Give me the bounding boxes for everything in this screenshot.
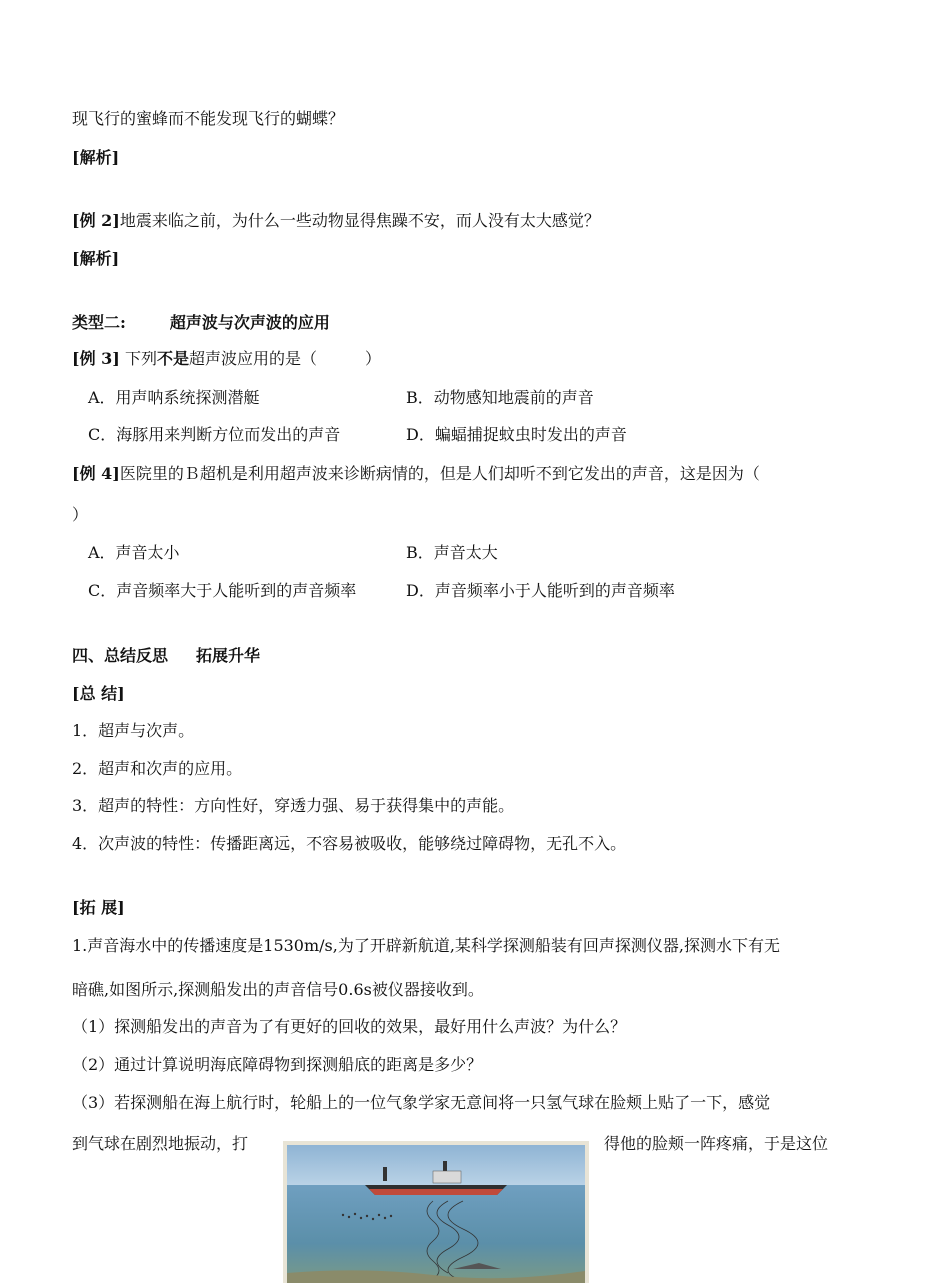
question-2: （2）通过计算说明海底障碍物到探测船底的距离是多少？ [72, 1055, 483, 1074]
option-c: C．海豚用来判断方位而发出的声音 [88, 425, 341, 444]
example-3 [72, 349, 381, 369]
option-a: A．用声呐系统探测潜艇 [88, 388, 260, 407]
section-title: 四、总结反思 [72, 646, 169, 665]
example-text: 医院里的Ｂ超机是利用超声波来诊断病情的，但是人们却听不到它发出的声音，这是因为（ [119, 464, 760, 483]
summary-item: 2．超声和次声的应用。 [72, 759, 243, 778]
example-text: 下列 [119, 349, 157, 368]
example-4 [72, 464, 760, 484]
type-label: 类型二: [72, 313, 126, 332]
extend-label: [拓 展] [72, 898, 125, 917]
example-text: 超声波应用的是（ ） [188, 349, 381, 368]
question-1: （1）探测船发出的声音为了有更好的回收的效果，最好用什么声波？为什么？ [72, 1017, 627, 1036]
summary-item: 1．超声与次声。 [72, 721, 195, 740]
summary-item: 4．次声波的特性：传播距离远，不容易被吸收，能够绕过障碍物，无孔不入。 [72, 834, 627, 853]
analysis-label: [解析] [72, 148, 120, 167]
section-subtitle: 拓展升华 [196, 646, 261, 665]
example-tag: [例 2] [72, 211, 120, 230]
type-title: 超声波与次声波的应用 [169, 313, 330, 332]
question-3-cont: 得他的脸颊一阵疼痛，于是这位 [604, 1134, 829, 1153]
emphasis-text: 不是 [156, 349, 189, 368]
summary-item: 3．超声的特性：方向性好，穿透力强、易于获得集中的声能。 [72, 796, 515, 815]
problem-text: 1.声音海水中的传播速度是1530m/s,为了开辟新航道,某科学探测船装有回声探测仪器,探测水下有无 [72, 936, 781, 955]
paren-close: ） [72, 505, 89, 524]
analysis-label: [解析] [72, 249, 120, 268]
section-heading [72, 313, 330, 333]
sonar-ship-illustration [283, 1141, 589, 1283]
option-b: B．声音太大 [406, 543, 498, 562]
option-d: D．蝙蝠捕捉蚊虫时发出的声音 [406, 425, 627, 444]
example-text: 地震来临之前，为什么一些动物显得焦躁不安，而人没有太大感觉？ [119, 211, 600, 230]
example-tag: [例 4] [72, 464, 120, 483]
option-d: D．声音频率小于人能听到的声音频率 [406, 581, 675, 600]
example-tag: [例 3] [72, 349, 120, 368]
summary-label: [总 结] [72, 684, 125, 703]
ship-figure [283, 1141, 589, 1283]
text-line: 现飞行的蜜蜂而不能发现飞行的蝴蝶？ [72, 109, 345, 128]
option-b: B．动物感知地震前的声音 [406, 388, 594, 407]
question-3: （3）若探测船在海上航行时，轮船上的一位气象学家无意间将一只氢气球在脸颊上贴了一下，感觉 [72, 1093, 771, 1112]
problem-text: 暗礁,如图所示,探测船发出的声音信号0.6s被仪器接收到。 [72, 980, 484, 999]
example-2 [72, 211, 600, 231]
section-heading [72, 646, 260, 666]
question-3-cont: 到气球在剧烈地振动，打 [72, 1134, 249, 1153]
option-a: A．声音太小 [88, 543, 180, 562]
option-c: C．声音频率大于人能听到的声音频率 [88, 581, 357, 600]
